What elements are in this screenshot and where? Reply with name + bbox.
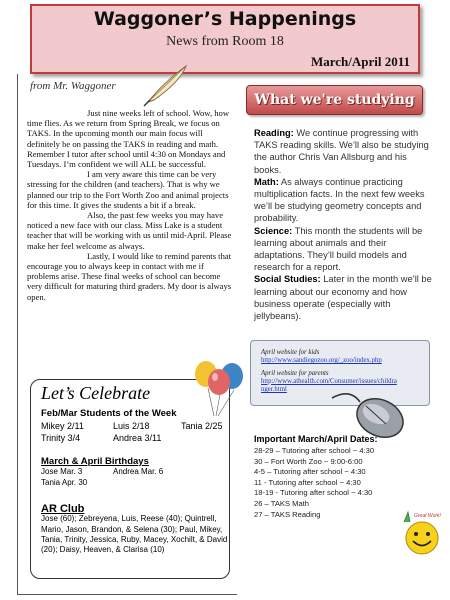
- studying-math: [254, 176, 434, 225]
- page-border-left: [17, 74, 18, 594]
- letter-paragraph: Just nine weeks left of school. Wow, how time flies. As we return from Spring Break, we focus on TAKS. In the upcoming month our main focus will definitely be on passing the TAKS in reading and math. Remember I tutor after school until 4:30 on Mondays and Tuesdays. I’m confident we will ALL be successful.: [27, 108, 230, 170]
- subject-text: We continue progressing with TAKS reading skills. We’ll also be studying the author Chris Van Allsburg and his books.: [254, 128, 429, 175]
- ar-club-section: [41, 504, 229, 555]
- subject-label: Science:: [254, 225, 293, 236]
- parents-website-label: April website for parents: [261, 369, 329, 377]
- smiley-caption: Great Work!: [414, 513, 441, 519]
- studying-banner: What we're studying: [246, 85, 423, 115]
- celebrate-title: Let’s Celebrate: [41, 383, 151, 403]
- studying-reading: [254, 127, 434, 176]
- birthdays-row: [41, 467, 231, 477]
- birthday-entry: Jose Mar. 3: [41, 467, 83, 477]
- students-heading: Feb/Mar Students of the Week: [41, 408, 177, 419]
- newsletter-subtitle: News from Room 18: [166, 34, 284, 49]
- date-item: 28-29 – Tutoring after school ~ 4:30: [254, 446, 375, 455]
- subject-text: As always continue practicing multiplication facts. In the next few weeks we’ll be studying geometry concepts and probability.: [254, 176, 425, 224]
- kids-website-link[interactable]: http://www.sandiegozoo.org/_zoo/index.php: [261, 357, 382, 365]
- dates-heading: Important March/April Dates:: [254, 434, 378, 444]
- kids-website-label: April website for kids: [261, 349, 320, 356]
- birthdays-row: [41, 478, 231, 488]
- letter-paragraph: I am very aware this time can be very stressing for the children (and teachers). That is why we planned our trip to the Fort Worth Zoo and animal projects for this time. It gives the students a bit if a break.: [27, 169, 229, 210]
- letter-from: from Mr. Waggoner: [30, 80, 116, 92]
- studying-social-studies: [254, 273, 434, 322]
- student-entry: Trinity 3/4: [41, 433, 81, 443]
- students-row: [41, 432, 231, 444]
- parents-link-part: http://www.athealth.com/Consumer/issues/childra: [261, 377, 397, 385]
- subject-text: Later in the month we’ll be learning about our economy and how business operate (especially with jellybeans).: [254, 274, 432, 322]
- student-entry: Andrea 3/11: [113, 433, 162, 443]
- student-entry: Tania 2/25: [181, 421, 223, 431]
- quill-pen-icon: [140, 62, 190, 108]
- date-item: 4-5 – Tutoring after school ~ 4:30: [254, 467, 366, 477]
- teacher-letter: [27, 108, 232, 302]
- birthdays-section: [41, 457, 231, 488]
- letter-paragraph: Lastly, I would like to remind parents that encourage you to always keep in contact with me if problems arise. These final weeks of school can become very difficult for maturing third graders. My door is always open.: [27, 250, 232, 302]
- studying-science: [254, 225, 434, 274]
- birthday-entry: Tania Apr. 30: [41, 477, 88, 487]
- newsletter-header: [30, 4, 420, 74]
- subject-label: Reading:: [254, 128, 294, 138]
- birthdays-heading: March & April Birthdays: [41, 456, 149, 467]
- page-border-bottom: [17, 594, 237, 595]
- letter-paragraph: Also, the past few weeks you may have noticed a new face with our class. Miss Lake is a student teacher that will be working with us until mid-April. Please make her feel welcome as always.: [27, 210, 232, 251]
- date-item: 26 – TAKS Math: [254, 498, 310, 508]
- date-item: 27 – TAKS Reading: [254, 509, 321, 519]
- date-item: 11 - Tutoring after school ~ 4:30: [254, 477, 361, 487]
- student-entry: Luis 2/18: [113, 421, 150, 431]
- date-item: 30 – Fort Worth Zoo ~ 9:00-6:00: [254, 456, 363, 466]
- newsletter-title: Waggoner’s Happenings: [93, 8, 357, 30]
- student-entry: Mikey 2/11: [41, 421, 84, 431]
- ar-club-text: Jose (60); Zebreyena, Luis, Reese (40); Quintrell, Mario, Jason, Brandon, & Selena (30); Paul, Mikey, Tania, Trinity, Jessica, Ruby, Macey, Xochilt, & David (20); Daisy, Heaven, & Clarisa (10): [41, 514, 228, 555]
- date-item: 18-19 - Tutoring after school ~ 4:30: [254, 488, 373, 498]
- ar-club-heading: AR Club: [41, 503, 85, 515]
- subject-text: This month the students will be learning about animals and their adaptations. They’ll build models and research for a report.: [254, 225, 423, 273]
- subject-label: Social Studies:: [254, 274, 321, 285]
- students-row: [41, 420, 231, 432]
- birthday-entry: Andrea Mar. 6: [113, 467, 164, 477]
- smiley-icon: [400, 508, 442, 556]
- parents-link-part: nger.html: [261, 386, 287, 394]
- subject-label: Math:: [254, 176, 279, 187]
- studying-section: [254, 127, 434, 322]
- newsletter-date: March/April 2011: [310, 54, 410, 69]
- balloons-icon: [192, 358, 246, 420]
